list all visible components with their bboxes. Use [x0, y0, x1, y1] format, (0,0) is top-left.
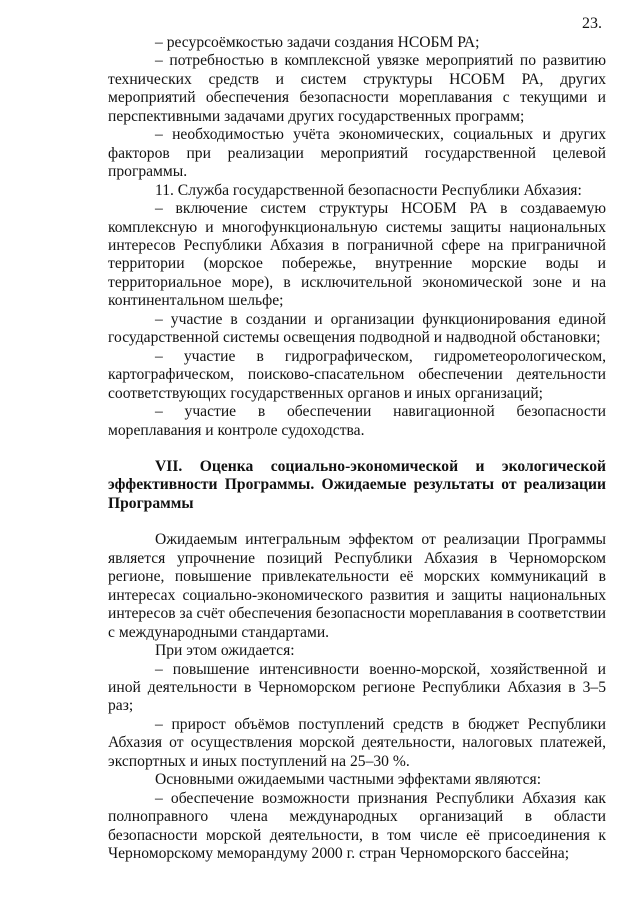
paragraph: – прирост объёмов поступлений средств в бюджет Республики Абхазия от осуществления морской деятельности, налоговых платежей, экспортных и иных поступлений на 25–30 %. [108, 715, 606, 770]
paragraph: – включение систем структуры НСОБМ РА в создаваемую комплексную и многофункциональную системы защиты национальных интересов Республики Абхазия в пограничной сфере на приграничной территории (морское побережье, внутренние морские воды и территориальное море), в исключительной экономической зоне и на континентальном шельфе; [108, 200, 606, 310]
paragraph: – участие в гидрографическом, гидрометеорологическом, картографическом, поисково-спасательном обеспечении деятельности соответствующих государственных органов и иных организаций; [108, 347, 606, 402]
document-body [108, 34, 606, 863]
paragraph: – потребностью в комплексной увязке мероприятий по развитию технических средств и систем структуры НСОБМ РА, других мероприятий обеспечения безопасности мореплавания с текущими и перспективными задачами других государственных программ; [108, 52, 606, 125]
paragraph: Основными ожидаемыми частными эффектами являются: [155, 771, 542, 789]
paragraph: Ожидаемым интегральным эффектом от реализации Программы является упрочнение позиций Республики Абхазия в Черноморском регионе, повышение привлекательности её морских коммуникаций в интересах социально-экономического развития и защиты национальных интересов за счёт обеспечения безопасности мореплавания в соответствии с международными стандартами. [108, 531, 606, 641]
paragraph: 11. Служба государственной безопасности Республики Абхазия: [155, 181, 582, 199]
paragraph: – ресурсоёмкостью задачи создания НСОБМ РА; [155, 34, 480, 51]
section-heading: VII. Оценка социально-экономической и экологической эффективности Программы. Ожидаемые результаты от реализации Программы [108, 457, 606, 512]
paragraph: – участие в создании и организации функционирования единой государственной системы освещения подводной и надводной обстановки; [108, 310, 606, 347]
paragraph: – необходимостью учёта экономических, социальных и других факторов при реализации мероприятий государственной целевой программы. [108, 126, 606, 181]
page-number: 23. [582, 15, 602, 32]
paragraph: – обеспечение возможности признания Республики Абхазия как полноправного члена международных организаций в области безопасности морской деятельности, в том числе её присоединения к Черноморскому меморандуму 2000 г. стран Черноморского бассейна; [108, 789, 606, 863]
paragraph: – повышение интенсивности военно-морской, хозяйственной и иной деятельности в Черноморском регионе Республики Абхазия в 3–5 раз; [108, 660, 606, 715]
paragraph: При этом ожидается: [155, 642, 295, 660]
paragraph: – участие в обеспечении навигационной безопасности мореплавания и контроле судоходства. [108, 403, 606, 439]
